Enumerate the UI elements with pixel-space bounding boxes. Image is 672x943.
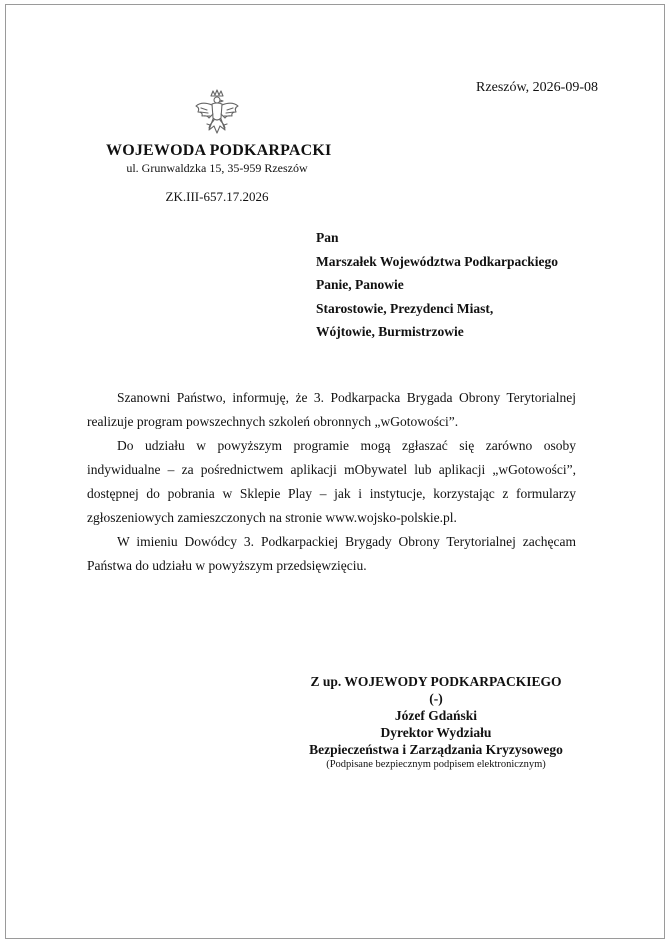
polish-eagle-emblem-icon <box>192 88 242 140</box>
office-name: WOJEWODA PODKARPACKI <box>106 142 332 159</box>
signature-authority: Z up. WOJEWODY PODKARPACKIEGO <box>310 674 562 689</box>
recipient-line: Marszałek Województwa Podkarpackiego <box>316 253 558 269</box>
office-address: ul. Grunwaldzka 15, 35-959 Rzeszów <box>126 161 308 175</box>
recipient-line: Wójtowie, Burmistrzowie <box>316 324 464 339</box>
signature-block <box>296 673 576 771</box>
signatory-department: Bezpieczeństwa i Zarządzania Kryzysowego <box>309 742 563 757</box>
case-number: ZK.III-657.17.2026 <box>165 189 269 204</box>
body-paragraph: W imieniu Dowódcy 3. Podkarpackiej Brygady Obrony Terytorialnej zachęcam Państwa do udziału w powyższym przedsięwzięciu. <box>87 534 576 573</box>
signature-mark: (-) <box>429 691 443 706</box>
recipient-line: Panie, Panowie <box>316 277 404 292</box>
recipient-line: Pan <box>316 230 339 245</box>
signatory-name: Józef Gdański <box>394 708 478 723</box>
document-date: Rzeszów, 2026-09-08 <box>476 80 598 95</box>
body-paragraph: Szanowni Państwo, informuję, że 3. Podkarpacka Brygada Obrony Terytorialnej realizuje program powszechnych szkoleń obronnych „wGotowości”. <box>87 390 576 429</box>
signatory-title: Dyrektor Wydziału <box>380 725 492 740</box>
signature-note: (Podpisane bezpiecznym podpisem elektronicznym) <box>326 759 546 770</box>
recipients-block <box>316 226 558 344</box>
recipient-line: Starostowie, Prezydenci Miast, <box>316 300 494 316</box>
letter-body <box>87 386 576 578</box>
body-paragraph: Do udziału w powyższym programie mogą zgłaszać się zarówno osoby indywidualne – za pośrednictwem aplikacji mObywatel lub aplikacji „wGotowości”, dostępnej do pobrania w Sklepie Play – jak i instytucje, korzystając z formularzy zgłoszeniowych zamieszczonych na stronie www.wojsko-polskie.pl. <box>87 438 576 525</box>
